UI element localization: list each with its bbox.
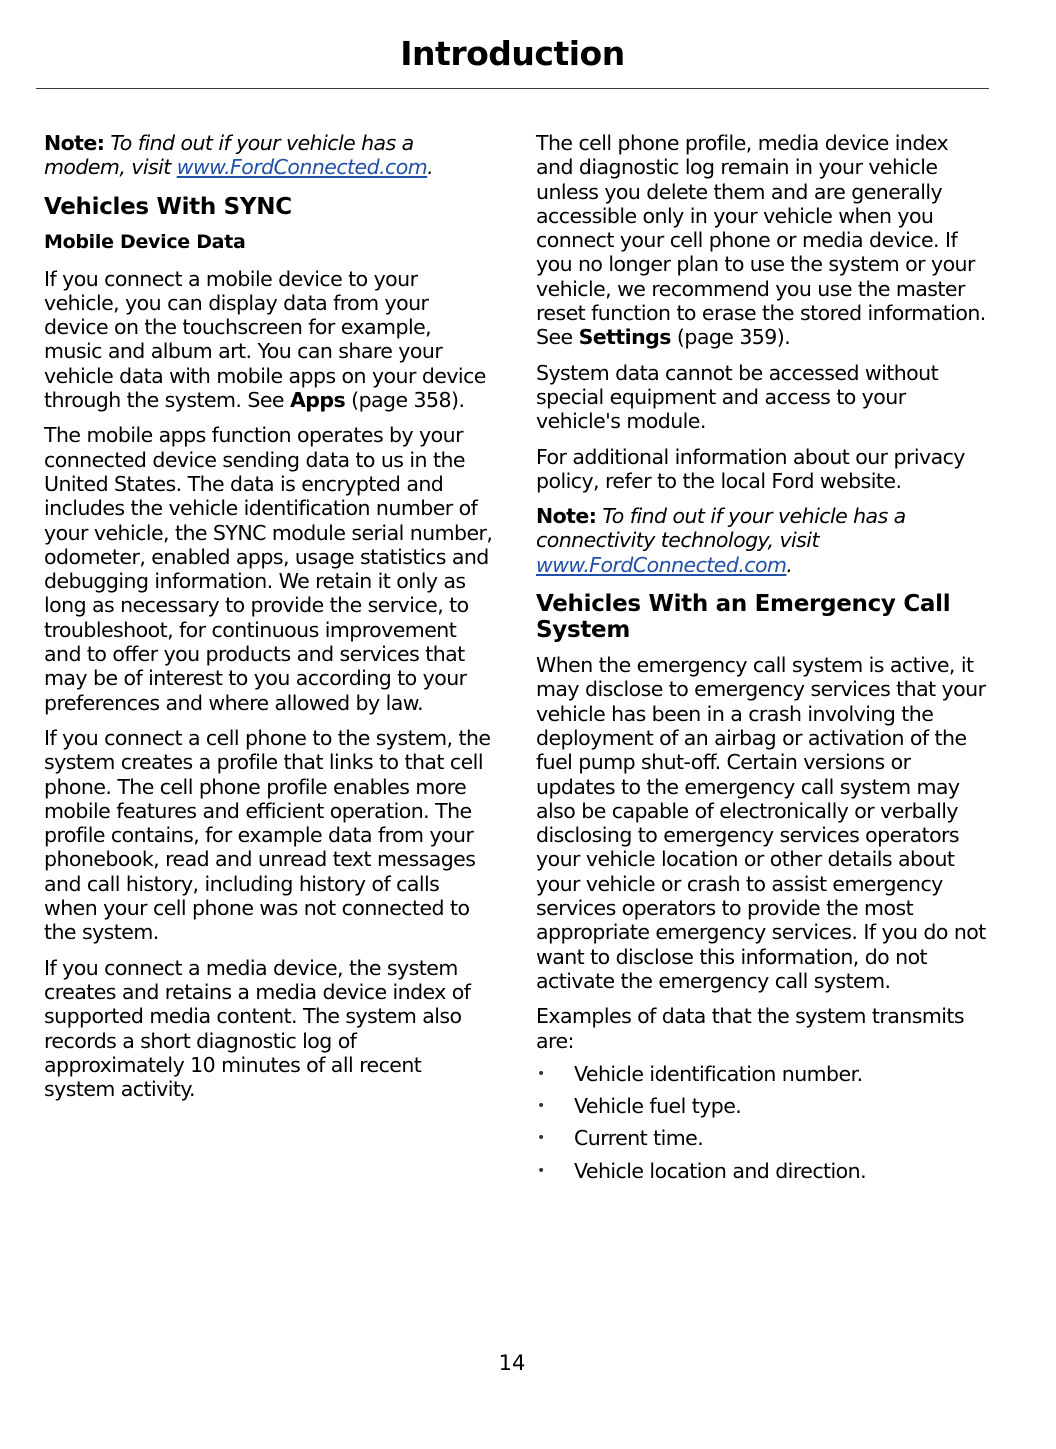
list-item (536, 1062, 986, 1086)
paragraph-cell-phone-profile: If you connect a cell phone to the system, the system creates a profile that links to that cell phone. The cell phone profile enables more mobile features and efficient operation. The profile contains, for example data from your phonebook, read and unread text messages and call history, including history of calls when your cell phone was not connected to the system. (44, 725, 491, 945)
subsection-title-mobile-device-data: Mobile Device Data (44, 230, 246, 253)
bullet-icon: • (537, 1098, 545, 1115)
note-text: To find out if your vehicle has a connectivity technology, visit (536, 504, 906, 553)
list-item-text: Vehicle fuel type. (574, 1094, 742, 1119)
left-column (44, 131, 494, 1112)
right-column (536, 131, 986, 1191)
ford-connected-link[interactable]: www.FordConnected.com (176, 155, 428, 180)
list-item-text: Vehicle identification number. (574, 1061, 863, 1086)
settings-reference: Settings (578, 325, 671, 350)
note-text: To find out if your vehicle has a modem, visit (44, 131, 414, 180)
ford-connected-link[interactable]: www.FordConnected.com (536, 552, 787, 577)
page-reference: (page 358). (345, 388, 465, 413)
section-title-vehicles-with-sync: Vehicles With SYNC (44, 193, 292, 220)
note-modem (44, 131, 494, 180)
list-item (536, 1159, 986, 1183)
list-item-text: Vehicle location and direction. (574, 1158, 867, 1183)
bullet-icon: • (537, 1130, 545, 1147)
page-reference: (page 359). (670, 325, 791, 350)
bullet-icon: • (537, 1162, 545, 1179)
note-connectivity (536, 504, 986, 577)
note-suffix: . (786, 552, 793, 577)
list-item (536, 1126, 986, 1150)
list-item (536, 1094, 986, 1118)
paragraph-privacy-policy: For additional information about our privacy policy, refer to the local Ford website. (536, 444, 965, 493)
section-title-emergency-call: Vehicles With an Emergency Call System (536, 591, 951, 644)
data-examples-list (536, 1062, 986, 1183)
page-title: Introduction (400, 34, 625, 73)
note-suffix: . (427, 155, 434, 180)
paragraph-mobile-device (44, 267, 494, 413)
paragraph-media-device: If you connect a media device, the system creates and retains a media device index of supported media content. The system also records a short diagnostic log of approximately 10 minutes of all recent system activity. (44, 955, 471, 1102)
paragraph-text: The cell phone profile, media device index and diagnostic log remain in your vehicle unless you delete them and are generally accessible only in your vehicle when you connect your cell phone or media device. If you no longer plan to use the system or your vehicle, we recommend you use the master reset function to erase the stored information. See (536, 131, 986, 350)
note-label: Note: (44, 131, 105, 155)
note-label: Note: (536, 504, 597, 529)
paragraph-emergency-call: When the emergency call system is active, it may disclose to emergency services that your vehicle has been in a crash involving the deployment of an airbag or activation of the fuel pump shut-off. Certain versions or updates to the emergency call system may also be capable of electronically or verbally disclosing to emergency services operators your vehicle location or other details about your vehicle or crash to assist emergency services operators to provide the most appropriate emergency services. If you do not want to disclose this information, do not activate the emergency call system. (536, 653, 986, 993)
paragraph-mobile-apps-function: The mobile apps function operates by your connected device sending data to us in the United States. The data is encrypted and includes the vehicle identification number of your vehicle, the SYNC module serial number, odometer, enabled apps, usage statistics and debugging information. We retain it only as long as necessary to provide the service, to troubleshoot, for continuous improvement and to offer you products and services that may be of interest to you according to your preferences and where allowed by law. (44, 423, 493, 715)
paragraph-text: If you connect a mobile device to your vehicle, you can display data from your device on the touchscreen for example, music and album art. You can share your vehicle data with mobile apps on your device through the system. See (44, 266, 486, 413)
paragraph-system-data-access: System data cannot be accessed without special equipment and access to your vehicle's module. (536, 360, 939, 434)
page-header (36, 30, 989, 89)
paragraph-profile-retention (536, 131, 986, 350)
list-item-text: Current time. (574, 1126, 704, 1151)
apps-reference: Apps (289, 388, 346, 413)
page-number: 14 (498, 1351, 526, 1375)
bullet-icon: • (537, 1065, 545, 1082)
paragraph-examples-intro: Examples of data that the system transmits are: (536, 1004, 965, 1053)
